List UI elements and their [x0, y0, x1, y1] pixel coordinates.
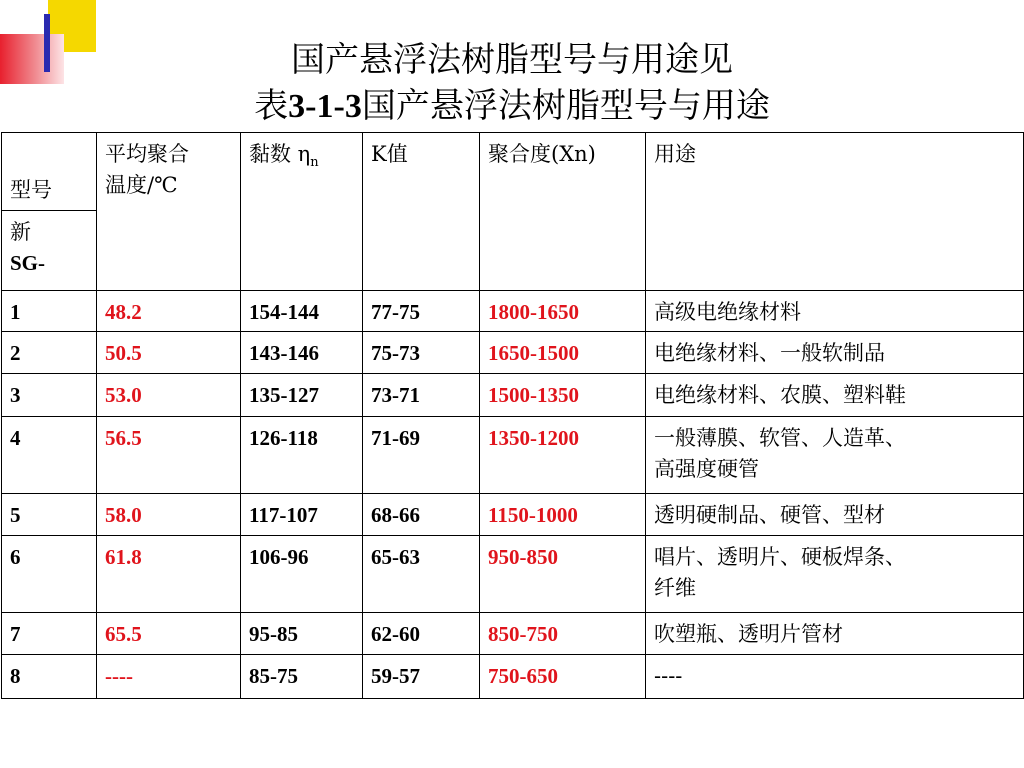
cell-usage — [646, 536, 1024, 613]
usage-line1: 电绝缘材料、农膜、塑料鞋 — [654, 383, 906, 407]
usage-line1: 唱片、透明片、硬板焊条、 — [654, 545, 906, 569]
cell-degree: 750-650 — [480, 655, 646, 699]
header-avg-temp — [97, 133, 241, 291]
cell-viscosity: 95-85 — [241, 613, 363, 655]
table-row — [2, 291, 1024, 332]
cell-degree: 1500-1350 — [480, 374, 646, 417]
cell-temp: 48.2 — [97, 291, 241, 332]
cell-k-value: 77-75 — [363, 291, 480, 332]
cell-viscosity: 126-118 — [241, 417, 363, 494]
usage-line1: ---- — [654, 664, 683, 688]
header-avg-temp-line2: 温度/℃ — [105, 173, 178, 197]
cell-usage — [646, 613, 1024, 655]
cell-temp: 65.5 — [97, 613, 241, 655]
cell-k-value: 73-71 — [363, 374, 480, 417]
table-row — [2, 494, 1024, 536]
cell-model: 8 — [2, 655, 97, 699]
cell-temp: 50.5 — [97, 332, 241, 374]
cell-temp: ---- — [97, 655, 241, 699]
header-model-sub — [2, 211, 97, 291]
resin-grade-table — [1, 132, 1024, 699]
cell-viscosity: 135-127 — [241, 374, 363, 417]
header-viscosity-label: 黏数 η — [249, 142, 311, 166]
cell-k-value: 62-60 — [363, 613, 480, 655]
usage-line1: 高级电绝缘材料 — [654, 300, 801, 324]
cell-usage — [646, 374, 1024, 417]
cell-temp: 58.0 — [97, 494, 241, 536]
cell-model: 1 — [2, 291, 97, 332]
table-number: 3-1-3 — [288, 88, 362, 125]
cell-model: 2 — [2, 332, 97, 374]
usage-line1: 电绝缘材料、一般软制品 — [654, 341, 885, 365]
cell-usage — [646, 655, 1024, 699]
cell-degree: 1650-1500 — [480, 332, 646, 374]
header-avg-temp-line1: 平均聚合 — [105, 142, 189, 166]
cell-viscosity: 85-75 — [241, 655, 363, 699]
table-row — [2, 417, 1024, 494]
cell-degree: 1150-1000 — [480, 494, 646, 536]
cell-degree: 1350-1200 — [480, 417, 646, 494]
header-usage: 用途 — [646, 133, 1024, 291]
cell-temp: 61.8 — [97, 536, 241, 613]
cell-degree: 950-850 — [480, 536, 646, 613]
header-model-sub-line1: 新 — [10, 220, 31, 244]
cell-k-value: 75-73 — [363, 332, 480, 374]
cell-model: 5 — [2, 494, 97, 536]
table-row — [2, 613, 1024, 655]
title-prefix: 表 — [254, 86, 289, 126]
cell-viscosity: 143-146 — [241, 332, 363, 374]
header-degree: 聚合度(Xn) — [480, 133, 646, 291]
table-row — [2, 332, 1024, 374]
cell-viscosity: 106-96 — [241, 536, 363, 613]
cell-k-value: 71-69 — [363, 417, 480, 494]
header-model: 型号 — [2, 133, 97, 211]
cell-model: 6 — [2, 536, 97, 613]
header-viscosity-sub: n — [310, 155, 319, 171]
cell-degree: 850-750 — [480, 613, 646, 655]
usage-line1: 透明硬制品、硬管、型材 — [654, 503, 885, 527]
usage-line1: 吹塑瓶、透明片管材 — [654, 622, 843, 646]
header-model-sub-line2: SG- — [10, 251, 46, 275]
cell-temp: 56.5 — [97, 417, 241, 494]
cell-model: 3 — [2, 374, 97, 417]
cell-usage — [646, 332, 1024, 374]
cell-usage — [646, 494, 1024, 536]
slide-title-line1: 国产悬浮法树脂型号与用途见 — [291, 40, 733, 80]
header-viscosity — [241, 133, 363, 291]
cell-degree: 1800-1650 — [480, 291, 646, 332]
cell-usage — [646, 291, 1024, 332]
cell-k-value: 59-57 — [363, 655, 480, 699]
usage-line2: 高强度硬管 — [654, 457, 759, 481]
cell-temp: 53.0 — [97, 374, 241, 417]
header-k-value: K值 — [363, 133, 480, 291]
usage-line2: 纤维 — [654, 576, 696, 600]
cell-viscosity: 154-144 — [241, 291, 363, 332]
cell-model: 4 — [2, 417, 97, 494]
usage-line1: 一般薄膜、软管、人造革、 — [654, 426, 906, 450]
table-row — [2, 374, 1024, 417]
cell-usage — [646, 417, 1024, 494]
header-row — [2, 133, 1024, 211]
table-row — [2, 655, 1024, 699]
title-suffix: 国产悬浮法树脂型号与用途 — [361, 86, 770, 126]
cell-model: 7 — [2, 613, 97, 655]
cell-k-value: 65-63 — [363, 536, 480, 613]
table-row — [2, 536, 1024, 613]
cell-viscosity: 117-107 — [241, 494, 363, 536]
slide-title-line2 — [0, 86, 1024, 127]
cell-k-value: 68-66 — [363, 494, 480, 536]
